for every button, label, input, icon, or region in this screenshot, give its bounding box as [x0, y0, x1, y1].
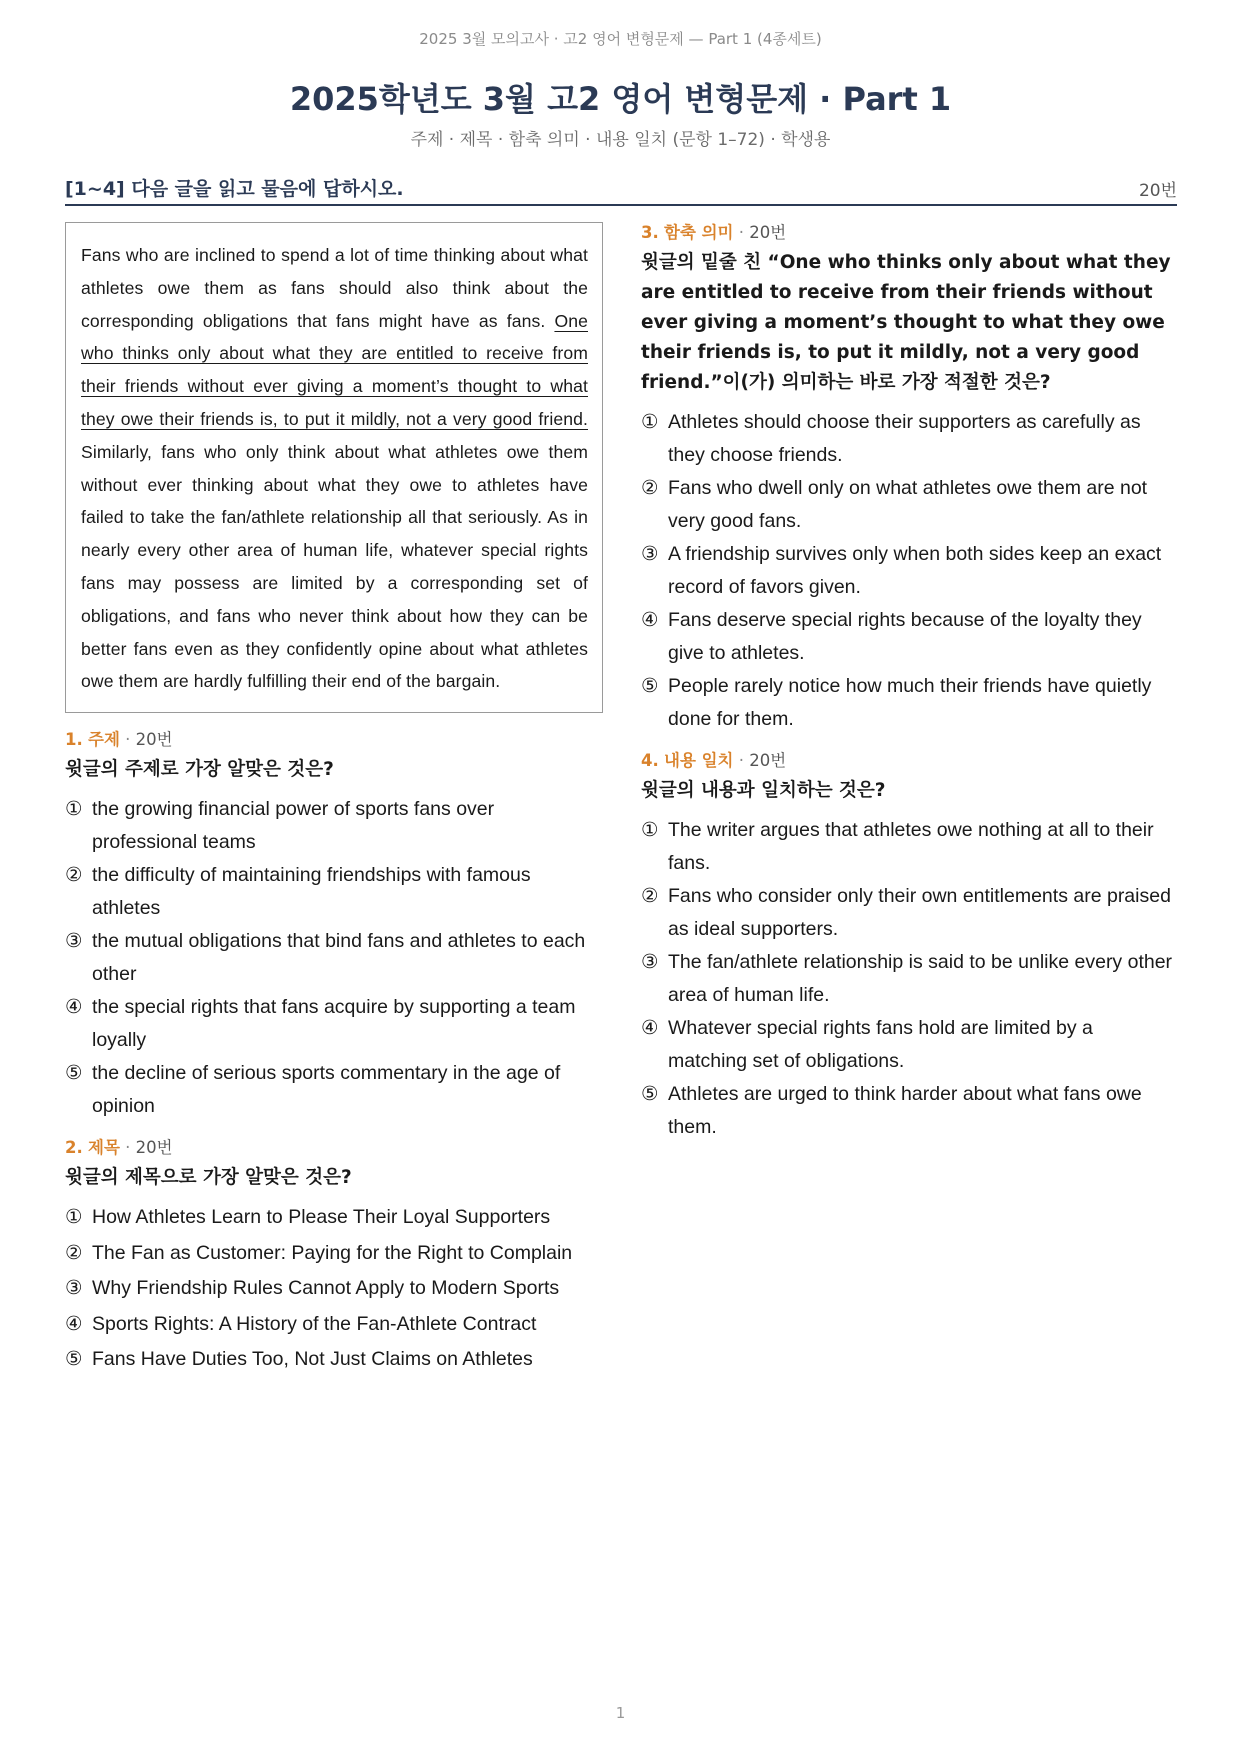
- answer-option-4[interactable]: [65, 991, 603, 1057]
- option-marker: ②: [65, 1241, 83, 1264]
- answer-option-1[interactable]: [641, 406, 1177, 472]
- answer-option-2[interactable]: [641, 880, 1177, 946]
- answer-option-1[interactable]: [65, 1201, 603, 1234]
- answer-option-5[interactable]: [65, 1343, 603, 1376]
- option-text: A friendship survives only when both sides keep an exact record of favors given.: [668, 543, 1162, 598]
- passage-text-after: Similarly, fans who only think about what athletes owe them without ever thinking about what they owe to athletes have failed to take the fan/athlete relationship all that seriously. As in nearly every other area of human life, whatever special rights fans may possess are limited by a corresponding set of obligations, and fans who never think about how they can be better fans even as they confidently opine about what athletes owe them are hardly fulfilling their end of the bargain.: [81, 441, 588, 692]
- passage-underlined-sentence: One who thinks only about what they are entitled to receive from their friends without ever giving a moment’s thought to what they owe their friends is, to put it mildly, not a very good friend.: [81, 310, 588, 429]
- question-3: [641, 222, 1177, 736]
- answer-option-4[interactable]: [641, 1012, 1177, 1078]
- option-text: Fans who consider only their own entitlements are praised as ideal supporters.: [668, 885, 1171, 940]
- option-text: Why Friendship Rules Cannot Apply to Modern Sports: [92, 1277, 560, 1300]
- answer-option-4[interactable]: [641, 604, 1177, 670]
- option-marker: ②: [65, 864, 83, 887]
- question-points: 20번: [749, 751, 787, 770]
- question-type: 제목: [88, 1138, 120, 1158]
- question-label: [641, 222, 1177, 244]
- section-header: [65, 174, 1177, 206]
- option-text: the growing financial power of sports fans over professional teams: [92, 798, 495, 854]
- question-number: 3.: [641, 223, 659, 242]
- page-number: 1: [615, 1704, 626, 1722]
- question-points: 20번: [135, 730, 173, 750]
- option-marker: ②: [641, 477, 659, 499]
- option-text: Athletes are urged to think harder about what fans owe them.: [668, 1083, 1142, 1138]
- option-marker: ⑤: [65, 1348, 83, 1371]
- question-number: 4.: [641, 751, 659, 770]
- question-stem: 윗글의 제목으로 가장 알맞은 것은?: [65, 1167, 352, 1189]
- answer-options: [641, 814, 1177, 1144]
- answer-option-1[interactable]: [65, 793, 603, 859]
- answer-option-3[interactable]: [641, 538, 1177, 604]
- section-points: 20번: [1138, 181, 1177, 201]
- option-text: Fans Have Duties Too, Not Just Claims on Athletes: [92, 1348, 533, 1371]
- passage-text-before: Fans who are inclined to spend a lot of time thinking about what athletes owe them as fans should also think about the corresponding obligations that fans might have as fans.: [81, 245, 588, 331]
- running-head: 2025 3월 모의고사 · 고2 영어 변형문제 — Part 1 (4종세트): [419, 30, 822, 48]
- answer-option-3[interactable]: [641, 946, 1177, 1012]
- question-stem: 윗글의 내용과 일치하는 것은?: [641, 780, 886, 801]
- option-marker: ①: [641, 819, 659, 841]
- answer-options: [65, 1201, 603, 1376]
- option-marker: ③: [641, 951, 659, 973]
- option-text: the decline of serious sports commentary in the age of opinion: [92, 1062, 561, 1118]
- option-marker: ④: [65, 1312, 83, 1335]
- option-marker: ⑤: [641, 1083, 659, 1105]
- answer-options: [641, 406, 1177, 736]
- page-subtitle: 주제 · 제목 · 함축 의미 · 내용 일치 (문항 1–72) · 학생용: [410, 130, 831, 150]
- option-text: Athletes should choose their supporters as carefully as they choose friends.: [668, 411, 1141, 466]
- answer-option-3[interactable]: [65, 925, 603, 991]
- answer-option-2[interactable]: [641, 472, 1177, 538]
- answer-options: [65, 793, 603, 1123]
- option-marker: ④: [641, 609, 659, 631]
- option-marker: ①: [65, 798, 83, 821]
- question-stem: 윗글의 밑줄 친 “One who thinks only about what they are entitled to receive from their friends without ever giving a moment’s thought to what they owe their friends is, to put it mildly, not a very good friend.”이(가) 의미하는 바로 가장 적절한 것은?: [641, 252, 1171, 393]
- question-label: [641, 750, 1177, 772]
- question-type: 내용 일치: [664, 751, 734, 770]
- option-text: the special rights that fans acquire by supporting a team loyally: [92, 996, 576, 1052]
- option-marker: ④: [65, 996, 83, 1019]
- question-points: 20번: [749, 223, 787, 242]
- option-text: People rarely notice how much their friends have quietly done for them.: [668, 675, 1152, 730]
- option-text: The Fan as Customer: Paying for the Right to Complain: [92, 1241, 573, 1264]
- label-separator: ·: [738, 223, 745, 242]
- question-label: [65, 1137, 603, 1159]
- label-separator: ·: [738, 751, 745, 770]
- label-separator: ·: [125, 1138, 131, 1158]
- option-marker: ④: [641, 1017, 659, 1039]
- option-text: Whatever special rights fans hold are limited by a matching set of obligations.: [668, 1017, 1093, 1072]
- option-text: Sports Rights: A History of the Fan-Athlete Contract: [92, 1312, 537, 1335]
- option-text: the difficulty of maintaining friendships with famous athletes: [92, 864, 531, 920]
- left-column: [65, 222, 603, 1379]
- answer-option-2[interactable]: [65, 1237, 603, 1270]
- answer-option-5[interactable]: [641, 1078, 1177, 1144]
- question-2: [65, 1137, 603, 1376]
- label-separator: ·: [125, 730, 131, 750]
- answer-option-1[interactable]: [641, 814, 1177, 880]
- option-text: The writer argues that athletes owe nothing at all to their fans.: [668, 819, 1154, 874]
- question-1: [65, 729, 603, 1123]
- section-instruction: [1~4] 다음 글을 읽고 물음에 답하시오.: [65, 178, 404, 200]
- question-number: 1.: [65, 730, 83, 750]
- question-type: 함축 의미: [664, 223, 734, 242]
- question-label: [65, 729, 603, 751]
- option-marker: ②: [641, 885, 659, 907]
- answer-option-4[interactable]: [65, 1308, 603, 1341]
- right-column: [641, 222, 1177, 1144]
- question-points: 20번: [135, 1138, 173, 1158]
- option-text: How Athletes Learn to Please Their Loyal Supporters: [92, 1206, 551, 1229]
- page-title: 2025학년도 3월 고2 영어 변형문제 · Part 1: [289, 80, 952, 118]
- option-marker: ③: [65, 1277, 83, 1300]
- option-text: the mutual obligations that bind fans and athletes to each other: [92, 930, 586, 986]
- option-text: Fans deserve special rights because of the loyalty they give to athletes.: [668, 609, 1142, 664]
- answer-option-2[interactable]: [65, 859, 603, 925]
- option-marker: ①: [641, 411, 659, 433]
- option-marker: ①: [65, 1206, 83, 1229]
- option-marker: ③: [65, 930, 83, 953]
- option-marker: ③: [641, 543, 659, 565]
- option-marker: ⑤: [65, 1062, 83, 1085]
- option-marker: ⑤: [641, 675, 659, 697]
- option-text: Fans who dwell only on what athletes owe them are not very good fans.: [668, 477, 1148, 532]
- option-text: The fan/athlete relationship is said to be unlike every other area of human life.: [668, 951, 1173, 1006]
- answer-option-5[interactable]: [641, 670, 1177, 736]
- question-4: [641, 750, 1177, 1144]
- reading-passage: [65, 222, 603, 713]
- answer-option-3[interactable]: [65, 1272, 603, 1305]
- question-stem: 윗글의 주제로 가장 알맞은 것은?: [65, 759, 334, 781]
- question-type: 주제: [88, 730, 120, 750]
- question-number: 2.: [65, 1138, 83, 1158]
- answer-option-5[interactable]: [65, 1057, 603, 1123]
